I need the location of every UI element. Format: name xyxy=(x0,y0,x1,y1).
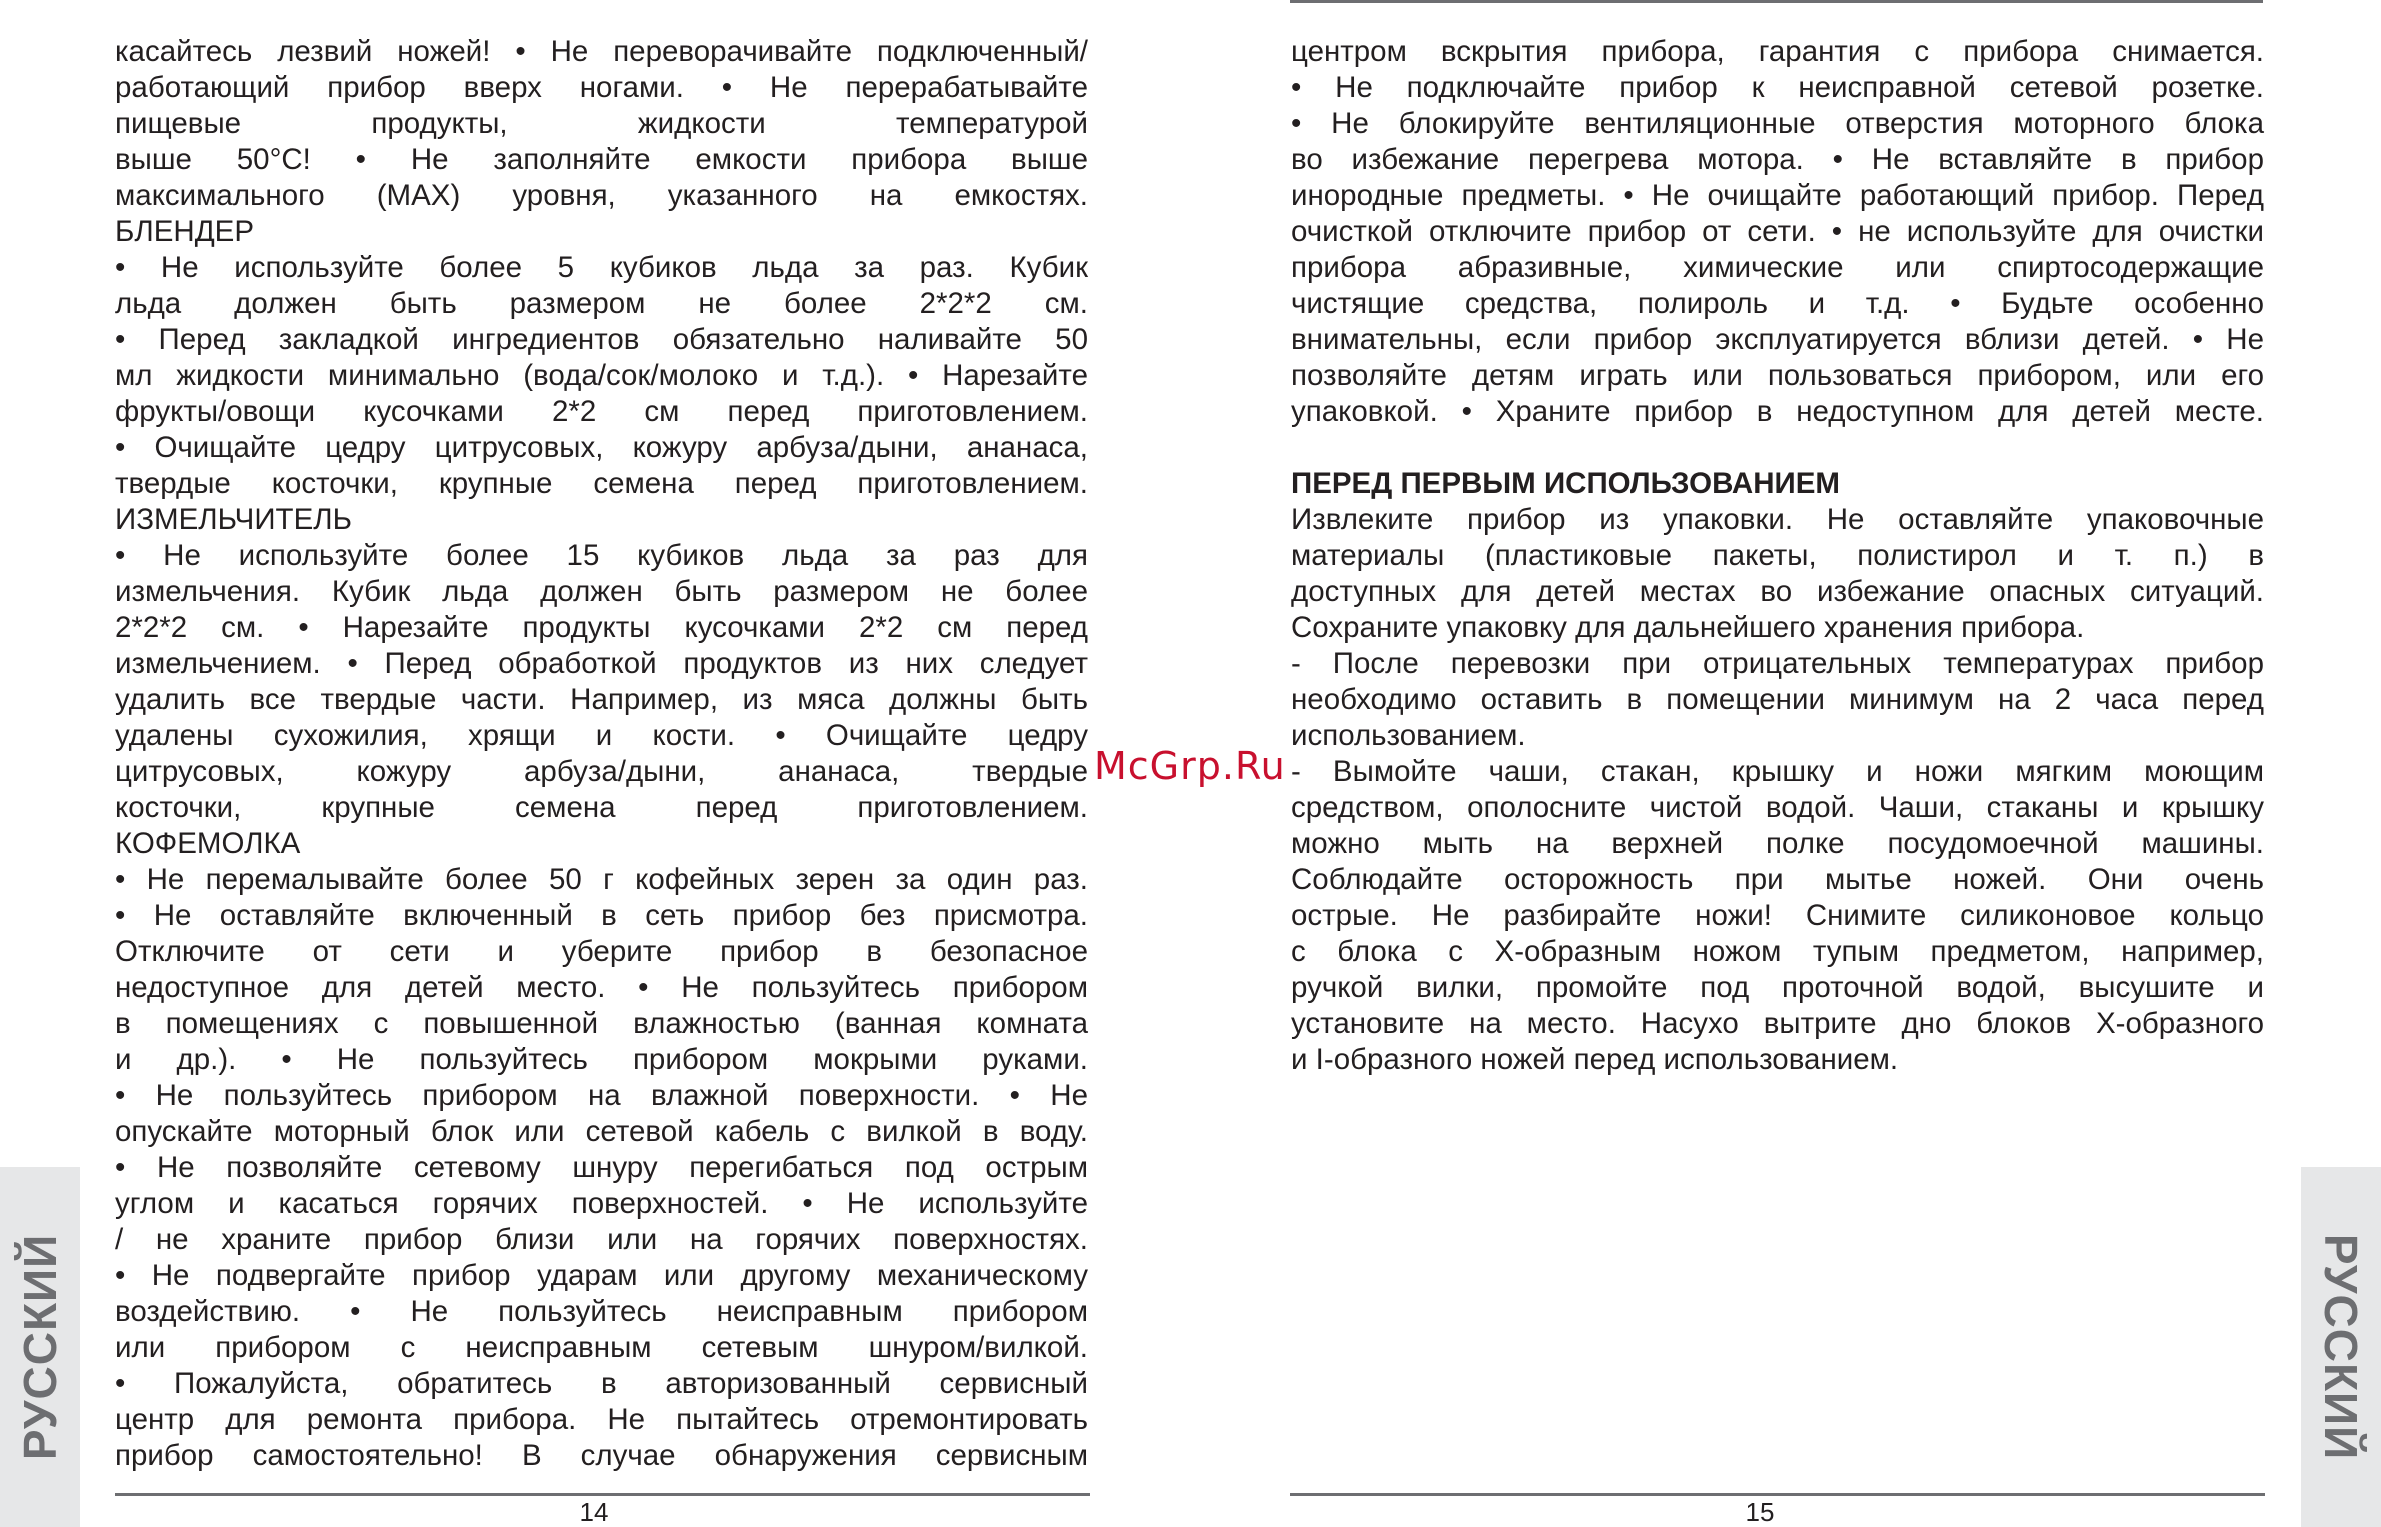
text-line: в помещениях с повышенной влажностью (ванная комната xyxy=(115,1007,1088,1040)
text-line: измельчением. • Перед обработкой продуктов из них следует xyxy=(115,647,1088,680)
text-line: • Перед закладкой ингредиентов обязательно наливайте 50 xyxy=(115,323,1088,356)
text-line: измельчения. Кубик льда должен быть размером не более xyxy=(115,575,1088,608)
text-line: доступных для детей местах во избежание опасных ситуаций. xyxy=(1291,575,2264,608)
text-line: касайтесь лезвий ножей! • Не переворачивайте подключенный/ xyxy=(115,35,1088,68)
right-page-text xyxy=(1291,34,2264,1078)
bottom-rule-right xyxy=(1290,1493,2265,1496)
text-line: Отключите от сети и уберите прибор в безопасное xyxy=(115,935,1088,968)
text-line: работающий прибор вверх ногами. • Не перерабатывайте xyxy=(115,71,1088,104)
text-line: твердые косточки, крупные семена перед приготовлением. xyxy=(115,467,1088,500)
text-line: инородные предметы. • Не очищайте работающий прибор. Перед xyxy=(1291,179,2264,212)
text-line: использованием. xyxy=(1291,719,1526,752)
text-line: • Не используйте более 5 кубиков льда за раз. Кубик xyxy=(115,251,1088,284)
text-line: • Очищайте цедру цитрусовых, кожуру арбуза/дыни, ананаса, xyxy=(115,431,1088,464)
text-line: удалить все твердые части. Например, из мяса должны быть xyxy=(115,683,1088,716)
text-line: • Не подключайте прибор к неисправной сетевой розетке. xyxy=(1291,71,2264,104)
left-page-text xyxy=(115,34,1088,1474)
text-line: воздействию. • Не пользуйтесь неисправным прибором xyxy=(115,1295,1088,1328)
text-line: максимального (MAX) уровня, указанного на емкостях. xyxy=(115,179,1088,212)
watermark: McGrp.Ru xyxy=(1094,744,1286,788)
text-line: центр для ремонта прибора. Не пытайтесь отремонтировать xyxy=(115,1403,1088,1436)
text-line: средством, ополосните чистой водой. Чаши, стаканы и крышку xyxy=(1291,791,2264,824)
paragraph-gap xyxy=(1291,430,2264,466)
text-line: или прибором с неисправным сетевым шнуром/вилкой. xyxy=(115,1331,1088,1364)
text-line: центром вскрытия прибора, гарантия с прибора снимается. xyxy=(1291,35,2264,68)
text-line: установите на место. Насухо вытрите дно блоков X-образного xyxy=(1291,1007,2264,1040)
text-line: материалы (пластиковые пакеты, полистирол и т. п.) в xyxy=(1291,539,2264,572)
text-line: • Не блокируйте вентиляционные отверстия моторного блока xyxy=(1291,107,2264,140)
section-heading: ПЕРЕД ПЕРВЫМ ИСПОЛЬЗОВАНИЕМ xyxy=(1291,467,1840,500)
text-line: • Не перемалывайте более 50 г кофейных зерен за один раз. xyxy=(115,863,1088,896)
text-line: позволяйте детям играть или пользоваться прибором, или его xyxy=(1291,359,2264,392)
text-line: - После перевозки при отрицательных температурах прибор xyxy=(1291,647,2264,680)
side-tab-right-label: РУССКИЙ xyxy=(2315,1233,2367,1461)
text-line: - Вымойте чаши, стакан, крышку и ножи мягким моющим xyxy=(1291,755,2264,788)
text-line: опускайте моторный блок или сетевой кабель с вилкой в воду. xyxy=(115,1115,1088,1148)
text-line: косточки, крупные семена перед приготовлением. xyxy=(115,791,1088,824)
text-line: выше 50°С! • Не заполняйте емкости прибора выше xyxy=(115,143,1088,176)
text-line: можно мыть на верхней полке посудомоечной машины. xyxy=(1291,827,2264,860)
text-line: ИЗМЕЛЬЧИТЕЛЬ xyxy=(115,503,352,536)
text-line: БЛЕНДЕР xyxy=(115,215,255,248)
text-line: Сохраните упаковку для дальнейшего хранения прибора. xyxy=(1291,611,2085,644)
text-line: острые. Не разбирайте ножи! Снимите силиконовое кольцо xyxy=(1291,899,2264,932)
text-line: Извлеките прибор из упаковки. Не оставляйте упаковочные xyxy=(1291,503,2264,536)
text-line: и I-образного ножей перед использованием. xyxy=(1291,1043,1899,1076)
text-line: мл жидкости минимально (вода/сок/молоко и т.д.). • Нарезайте xyxy=(115,359,1088,392)
top-rule-right xyxy=(1290,0,2263,3)
text-line: Соблюдайте осторожность при мытье ножей. Они очень xyxy=(1291,863,2264,896)
text-line: во избежание перегрева мотора. • Не вставляйте в прибор xyxy=(1291,143,2264,176)
text-line: • Не подвергайте прибор ударам или другому механическому xyxy=(115,1259,1088,1292)
text-line: льда должен быть размером не более 2*2*2 см. xyxy=(115,287,1088,320)
bottom-rule-left xyxy=(115,1493,1090,1496)
text-line: фрукты/овощи кусочками 2*2 см перед приготовлением. xyxy=(115,395,1088,428)
page-number-right: 15 xyxy=(1745,1497,1775,1527)
page-number-left: 14 xyxy=(579,1497,609,1527)
text-line: 2*2*2 см. • Нарезайте продукты кусочками 2*2 см перед xyxy=(115,611,1088,644)
text-line: очисткой отключите прибор от сети. • не используйте для очистки xyxy=(1291,215,2264,248)
text-line: • Не пользуйтесь прибором на влажной поверхности. • Не xyxy=(115,1079,1088,1112)
text-line: удалены сухожилия, хрящи и кости. • Очищайте цедру xyxy=(115,719,1088,752)
text-line: ручкой вилки, промойте под проточной водой, высушите и xyxy=(1291,971,2264,1004)
text-line: внимательны, если прибор эксплуатируется вблизи детей. • Не xyxy=(1291,323,2264,356)
text-line: с блока с X-образным ножом тупым предметом, например, xyxy=(1291,935,2264,968)
text-line: • Не позволяйте сетевому шнуру перегибаться под острым xyxy=(115,1151,1088,1184)
text-line: цитрусовых, кожуру арбуза/дыни, ананаса, твердые xyxy=(115,755,1088,788)
text-line: необходимо оставить в помещении минимум на 2 часа перед xyxy=(1291,683,2264,716)
side-tab-right xyxy=(2301,1167,2381,1527)
text-line: чистящие средства, полироль и т.д. • Будьте особенно xyxy=(1291,287,2264,320)
text-line: / не храните прибор близи или на горячих поверхностях. xyxy=(115,1223,1088,1256)
side-tab-left xyxy=(0,1167,80,1527)
text-line: • Не используйте более 15 кубиков льда за раз для xyxy=(115,539,1088,572)
text-line: прибора абразивные, химические или спиртосодержащие xyxy=(1291,251,2264,284)
text-line: • Не оставляйте включенный в сеть прибор без присмотра. xyxy=(115,899,1088,932)
text-line: КОФЕМОЛКА xyxy=(115,827,301,860)
text-line: • Пожалуйста, обратитесь в авторизованный сервисный xyxy=(115,1367,1088,1400)
text-line: пищевые продукты, жидкости температурой xyxy=(115,107,1088,140)
text-line: прибор самостоятельно! В случае обнаружения сервисным xyxy=(115,1439,1088,1472)
text-line: недоступное для детей место. • Не пользуйтесь прибором xyxy=(115,971,1088,1004)
text-line: углом и касаться горячих поверхностей. • Не используйте xyxy=(115,1187,1088,1220)
text-line: упаковкой. • Храните прибор в недоступном для детей месте. xyxy=(1291,395,2264,428)
side-tab-left-label: РУССКИЙ xyxy=(14,1233,66,1461)
text-line: и др.). • Не пользуйтесь прибором мокрыми руками. xyxy=(115,1043,1088,1076)
